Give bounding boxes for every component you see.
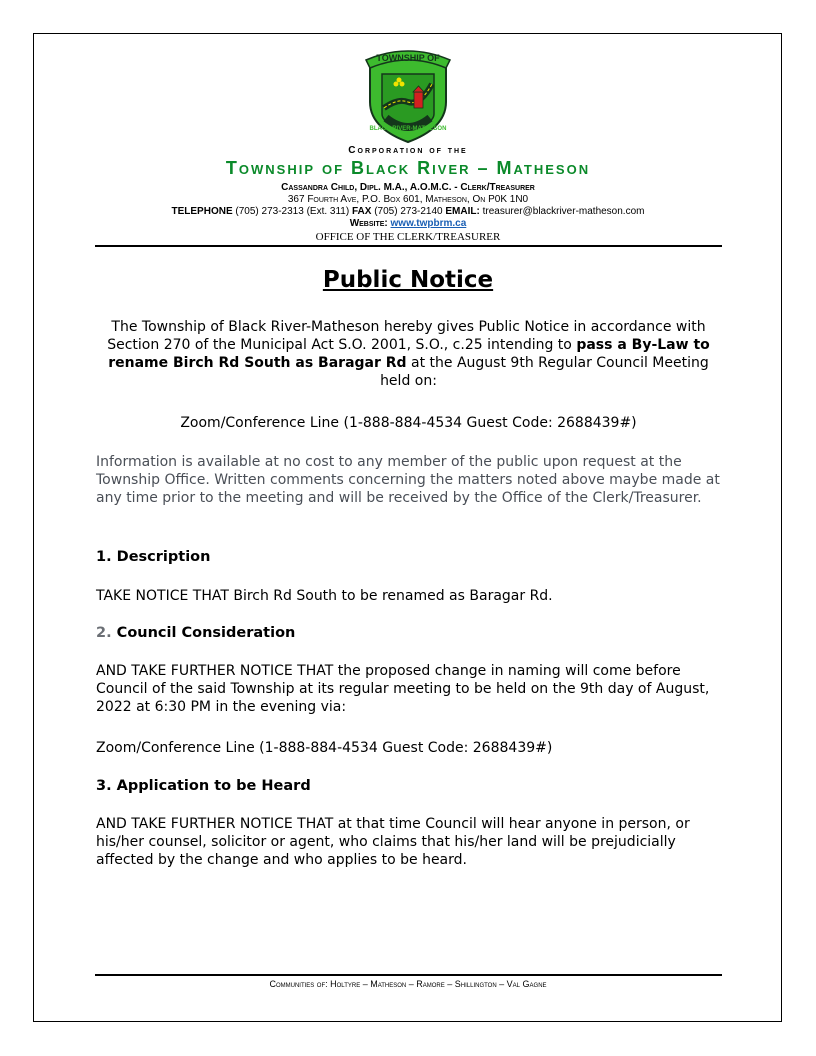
section-heading-council — [96, 624, 721, 642]
fax-label: FAX — [351, 206, 372, 217]
fax-number: (705) 273-2140 — [374, 206, 443, 217]
section-title: Council Consideration — [116, 625, 296, 641]
footer-divider — [95, 974, 722, 976]
email-address[interactable]: treasurer@blackriver-matheson.com — [482, 206, 645, 217]
website-line — [95, 218, 721, 229]
intro-text-1: The Township of Black River-Matheson hereby gives Public Notice in accordance with Section 270 of the Municipal Act S.O. 2001, S.O., c.25 intending to — [107, 319, 706, 353]
website-label: Website: — [349, 218, 388, 229]
communities-footer: Communities of: Holtyre – Matheson – Ramore – Shillington – Val Gagne — [269, 979, 547, 989]
intro-paragraph — [96, 318, 721, 390]
page-title: Public Notice — [322, 267, 494, 293]
header-divider — [95, 245, 722, 247]
corporation-heading: Corporation of the — [348, 145, 468, 156]
zoom-line: Zoom/Conference Line (1-888-884-4534 Guest Code: 2688439#) — [96, 740, 553, 756]
intro-bold-text: pass a By-Law to rename Birch Rd South as Baragar Rd — [108, 337, 710, 371]
svg-text:TOWNSHIP OF: TOWNSHIP OF — [376, 53, 440, 63]
contact-line — [95, 206, 721, 217]
website-link[interactable]: www.twpbrm.ca — [390, 218, 467, 229]
section-number: 1. — [96, 549, 112, 565]
mailing-address: 367 Fourth Ave, P.O. Box 601, Matheson, On P0K 1N0 — [287, 194, 529, 205]
council-paragraph: AND TAKE FURTHER NOTICE THAT the proposed change in naming will come before Council of the said Township at its regular meeting to be held on the 9th day of August, 2022 at 6:30 PM in the evening via: — [96, 663, 710, 715]
intro-text-2: at the August 9th Regular Council Meeting held on: — [380, 355, 709, 389]
information-paragraph: Information is available at no cost to any member of the public upon request at the Township Office. Written comments concerning the matters noted above maybe made at any time prior to the meeting and will be received by the Office of the Clerk/Treasurer. — [96, 454, 720, 506]
section-heading-description — [96, 548, 721, 566]
clerk-name: Cassandra Child, Dipl. M.A., A.O.M.C. - Clerk/Treasurer — [281, 182, 535, 193]
telephone-label: TELEPHONE — [171, 206, 233, 217]
township-crest-logo — [358, 44, 458, 144]
description-paragraph: TAKE NOTICE THAT Birch Rd South to be renamed as Baragar Rd. — [96, 588, 553, 604]
svg-text:BLACK RIVER-MATHESON: BLACK RIVER-MATHESON — [369, 126, 447, 132]
heard-paragraph: AND TAKE FURTHER NOTICE THAT at that time Council will hear anyone in person, or his/her counsel, solicitor or agent, who claims that his/her land will be prejudicially affected by the change and who applies to be heard. — [96, 816, 690, 868]
section-number: 2. — [96, 625, 112, 641]
section-heading-application — [96, 777, 721, 795]
section-title: Description — [116, 549, 211, 565]
email-label: EMAIL: — [445, 206, 480, 217]
telephone-number: (705) 273-2313 (Ext. 311) — [235, 206, 350, 217]
zoom-line-centered: Zoom/Conference Line (1-888-884-4534 Guest Code: 2688439#) — [180, 415, 637, 431]
township-name: Township of Black River – Matheson — [225, 158, 591, 178]
office-of-clerk: OFFICE OF THE CLERK/TREASURER — [315, 231, 501, 243]
section-number: 3. — [96, 778, 112, 794]
section-title: Application to be Heard — [116, 778, 311, 794]
